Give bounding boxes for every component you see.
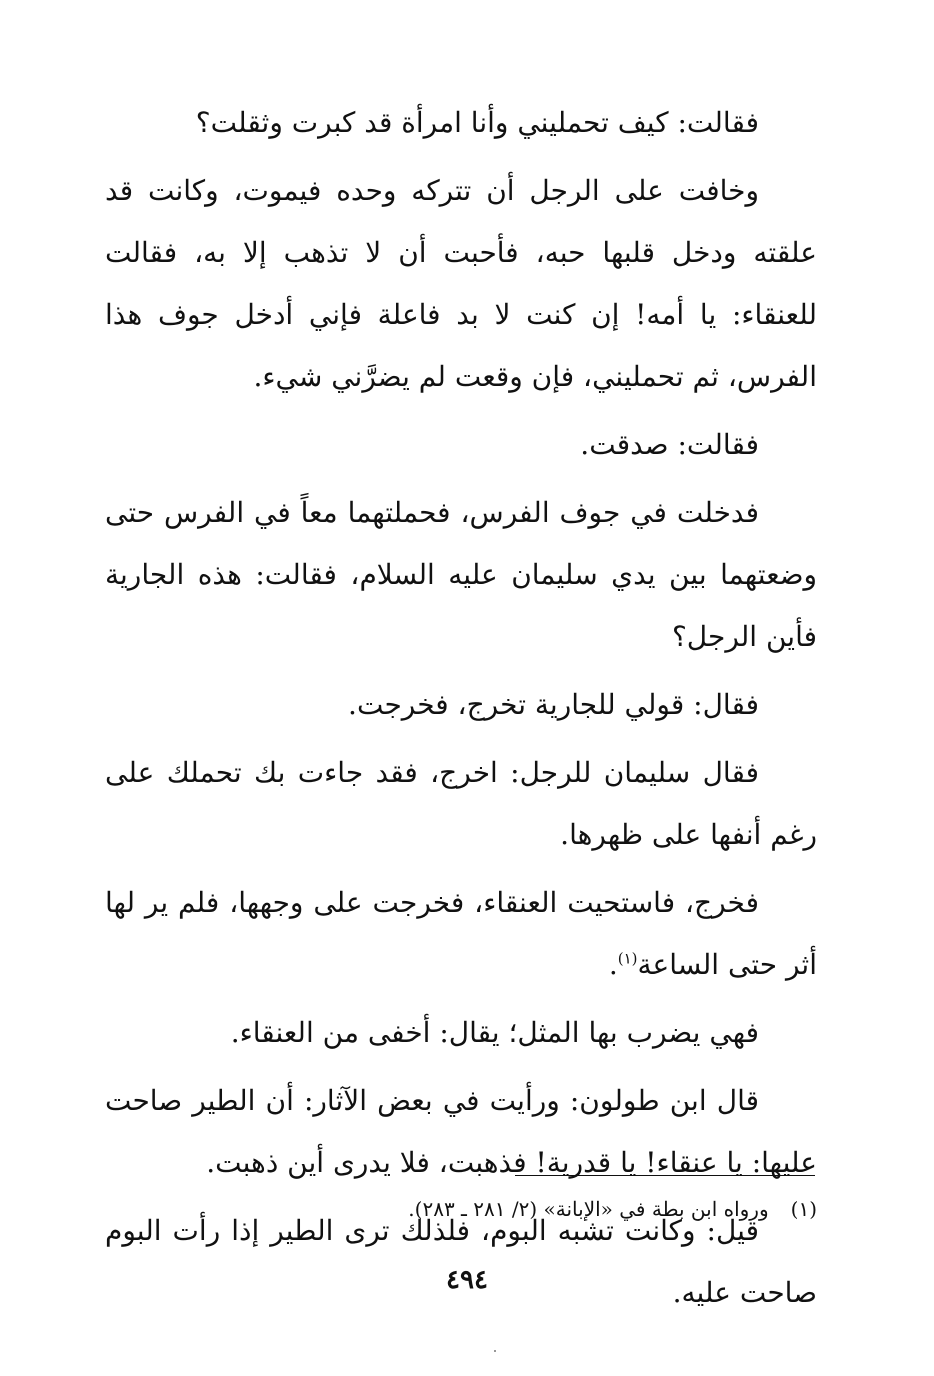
footnote [300,1192,817,1226]
paragraph-6: فقال سليمان للرجل: اخرج، فقد جاءت بك تحملك على رغم أنفها على ظهرها. [105,756,817,851]
scan-speck [494,1350,496,1352]
paragraph-7-text: فخرج، فاستحيت العنقاء، فخرجت على وجهها، فلم ير لها أثر حتى الساعة [105,886,817,981]
paragraph-10: قيل: وكانت تشبه البوم، فلذلك ترى الطير إذا رأت البوم صاحت عليه. [105,1214,817,1309]
paragraph-5: فقال: قولي للجارية تخرج، فخرجت. [348,688,759,721]
footnote-text: ورواه ابن بطة في «الإبانة» (٢/ ٢٨١ ـ ٢٨٣). [408,1197,769,1221]
paragraph-1: فقالت: كيف تحمليني وأنا امرأة قد كبرت وثقلت؟ [195,106,759,139]
paragraph-8: فهي يضرب بها المثل؛ يقال: أخفى من العنقاء. [230,1016,759,1049]
paragraph-9: قال ابن طولون: ورأيت في بعض الآثار: أن الطير صاحت عليها: يا عنقاء! يا قدرية! فذهبت، فلا يدرى أين ذهبت. [105,1084,817,1179]
paragraph-7-end: . [608,948,618,981]
page-number: ٤٩٤ [446,1265,488,1295]
footnote-divider [515,1175,815,1176]
paragraph-3: فقالت: صدقت. [580,428,759,461]
paragraph-7 [105,872,817,996]
paragraph-4: فدخلت في جوف الفرس، فحملتهما معاً في الفرس حتى وضعتهما بين يدي سليمان عليه السلام، فقالت: هذه الجارية فأين الرجل؟ [105,496,817,653]
footnote-marker: (١) [790,1197,817,1221]
paragraph-2: وخافت على الرجل أن تتركه وحده فيموت، وكانت قد علقته ودخل قلبها حبه، فأحبت أن لا تذهب إلا به، فقالت للعنقاء: يا أمه! إن كنت لا بد فاعلة فإني أدخل جوف هذا الفرس، ثم تحمليني، فإن وقعت لم يضرَّني شيء. [105,174,817,393]
footnote-reference[interactable]: (١) [617,949,638,968]
main-text [105,92,817,1324]
